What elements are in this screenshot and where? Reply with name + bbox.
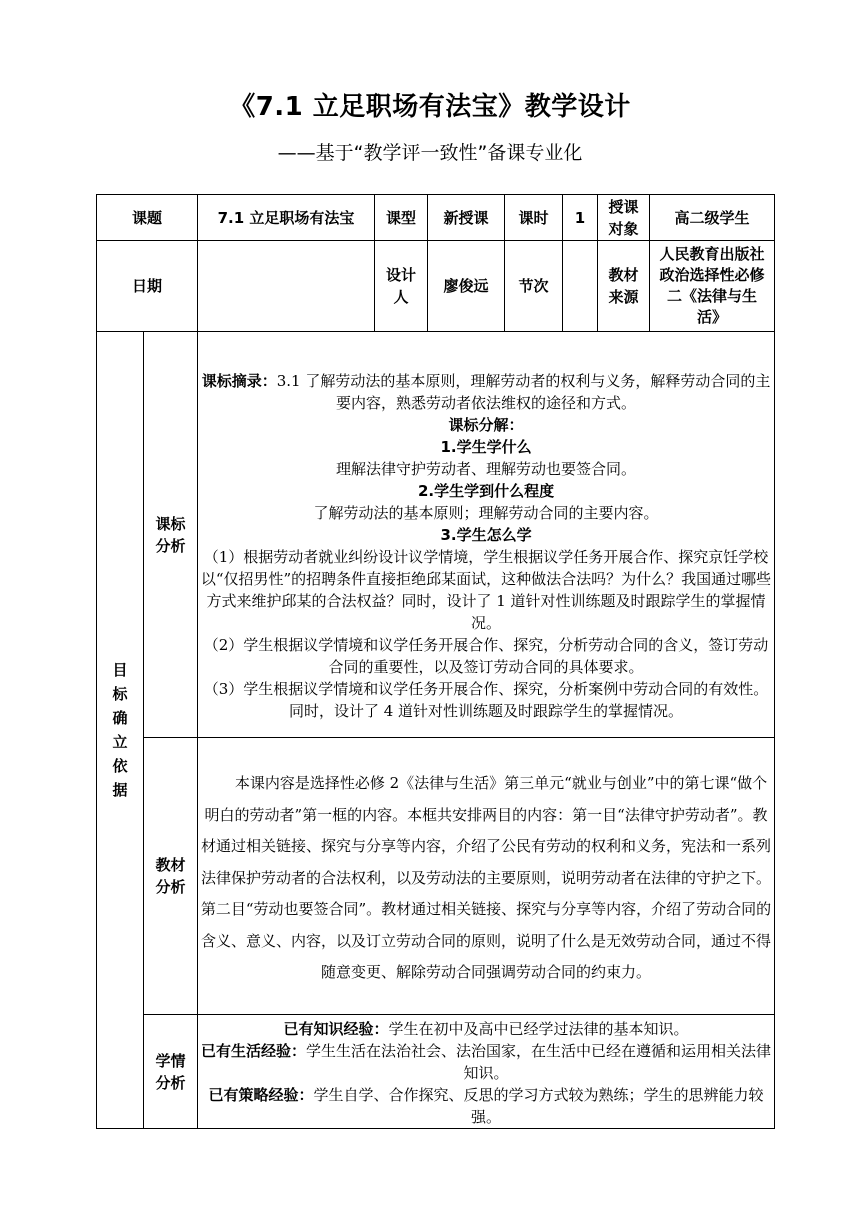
row-date [97,241,775,332]
standards-excerpt-text: 3.1 了解劳动法的基本原则，理解劳动者的权利与义务，解释劳动合同的主要内容，熟悉劳动者依法维权的途径和方式。 [276,371,771,412]
designer-value: 廖俊远 [428,241,505,332]
learn-how-item-1: （1）根据劳动者就业纠纷设计议学情境，学生根据议学任务开展合作、探究京饪学校以“仅招男性”的招聘条件直接拒绝邱某面试，这种做法合法吗？为什么？我国通过哪些方式来维护邱某的合法权益？同时，设计了 1 道针对性训练题及时跟踪学生的掌握情况。 [200,547,772,632]
session-label: 节次 [505,241,563,332]
topic-value: 7.1 立足职场有法宝 [198,195,375,241]
textbook-source-value: 人民教育出版社政治选择性必修二《法律与生活》 [650,241,775,332]
row-learner-analysis [97,1015,775,1129]
basis-group-label: 目标确立依据 [112,661,128,799]
learner-analysis-content [198,1015,775,1129]
document-title: 《7.1 立足职场有法宝》教学设计 [229,92,631,122]
learn-degree-text: 了解劳动法的基本原则；理解劳动合同的主要内容。 [313,503,659,522]
textbook-source-label: 教材来源 [598,241,650,332]
textbook-analysis-content [198,738,775,1015]
learn-what-heading: 1.学生学什么 [440,437,532,456]
document-subtitle: ——基于“教学评一致性”备课专业化 [277,142,583,164]
knowledge-experience-label: 已有知识经验： [283,1019,389,1038]
type-label: 课型 [375,195,428,241]
learn-how-item-2: （2）学生根据议学情境和议学任务开展合作、探究，分析劳动合同的含义，签订劳动合同的重要性，以及签订劳动合同的具体要求。 [203,635,769,676]
life-experience-text: 学生生活在法治社会、法治国家，在生活中已经在遵循和运用相关法律知识。 [306,1041,772,1082]
life-experience-label: 已有生活经验： [201,1041,307,1060]
learn-how-heading: 3.学生怎么学 [440,525,532,544]
textbook-analysis-label: 教材分析 [144,738,198,1015]
row-standards-analysis [97,332,775,738]
strategy-experience-label: 已有策略经验： [208,1085,314,1104]
period-value: 1 [563,195,598,241]
date-value [198,241,375,332]
row-topic [97,195,775,241]
row-textbook-analysis [97,738,775,1015]
session-value [563,241,598,332]
basis-group-cell [97,332,144,1129]
standards-breakdown-label: 课标分解： [448,415,524,434]
learn-degree-heading: 2.学生学到什么程度 [417,481,555,500]
standards-label: 课标分析 [144,332,198,738]
learner-analysis-label: 学情分析 [144,1015,198,1129]
knowledge-experience-text: 学生在初中及高中已经学过法律的基本知识。 [388,1019,689,1038]
date-label: 日期 [97,241,198,332]
audience-label: 授课对象 [598,195,650,241]
designer-label: 设计人 [375,241,428,332]
lesson-design-table [96,194,775,1129]
standards-excerpt-label: 课标摘录： [201,371,277,390]
period-label: 课时 [505,195,563,241]
learn-how-item-3: （3）学生根据议学情境和议学任务开展合作、探究，分析案例中劳动合同的有效性。同时，设计了 4 道针对性训练题及时跟踪学生的掌握情况。 [203,679,769,720]
audience-value: 高二级学生 [650,195,775,241]
topic-label: 课题 [97,195,198,241]
standards-content [198,332,775,738]
learn-what-text: 理解法律守护劳动者、理解劳动也要签合同。 [336,459,637,478]
textbook-analysis-text: 本课内容是选择性必修 2《法律与生活》第三单元“就业与创业”中的第七课“做个明白的劳动者”第一框的内容。本框共安排两目的内容：第一目“法律守护劳动者”。教材通过相关链接、探究与分享等内容，介绍了公民有劳动的权利和义务，宪法和一系列法律保护劳动者的合法权利，以及劳动法的主要原则，说明劳动者在法律的守护之下。第二目“劳动也要签合同”。教材通过相关链接、探究与分享等内容，介绍了劳动合同的含义、意义、内容，以及订立劳动合同的原则，说明了什么是无效劳动合同，通过不得随意变更、解除劳动合同强调劳动合同的约束力。 [200,774,772,982]
type-value: 新授课 [428,195,505,241]
strategy-experience-text: 学生自学、合作探究、反思的学习方式较为熟练；学生的思辨能力较强。 [313,1085,764,1126]
